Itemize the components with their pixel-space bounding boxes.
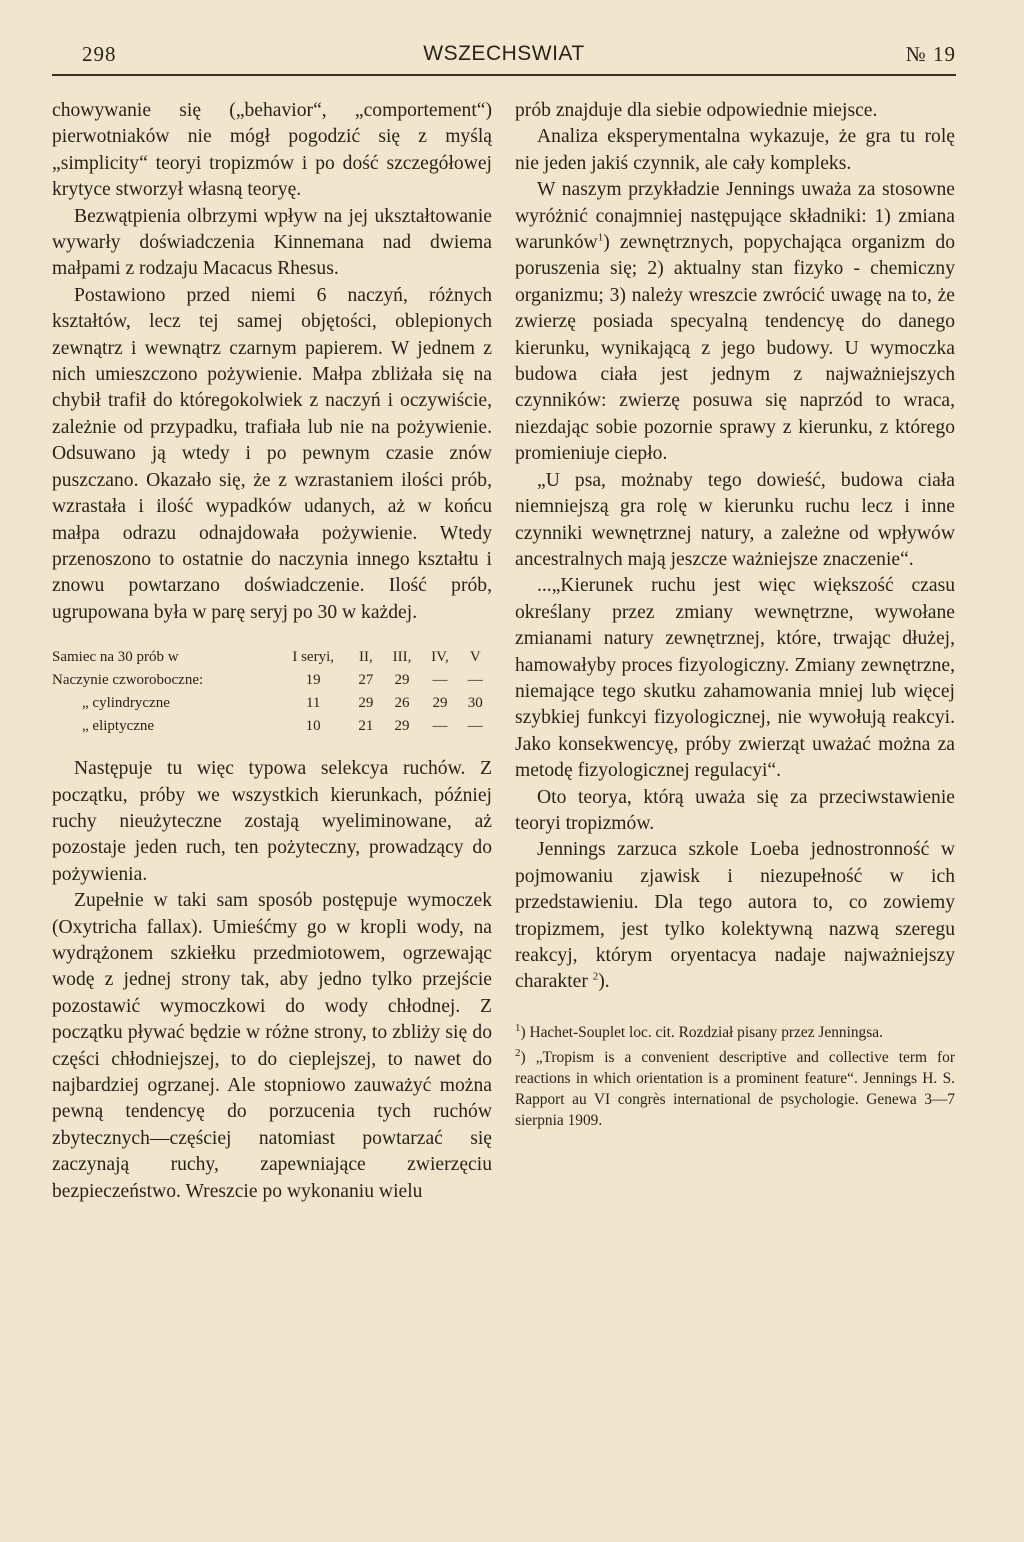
- paragraph: Analiza eksperymentalna wykazuje, że gra tu rolę nie jeden jakiś czynnik, ale cały kompleks.: [515, 126, 955, 174]
- paragraph: chowywanie się („behavior“, „comportement“) pierwotniaków nie mógł pogodzić się z myślą „simplicity“ teoryi tropizmów i po dość szczegółowej krytyce stworzył własną teoryę.: [52, 100, 492, 201]
- paragraph-text: ) zewnętrznych, popychająca organizm do poruszenia się; 2) aktualny stan fizyko - chemiczny organizmu; 3) należy wreszcie zwrócić uwagę na to, że zwierzę posiada specyalną tendencyę do danego kierunku, wynikającą z jego budowy. U wymoczka budowa ciała jest jednym z najważniejszych czynników: zwierzę posuwa się naprzód to wraca, niezdając sobie pozornie sprawy z kierunku, z którego promieniuje ciepło.: [515, 232, 955, 465]
- table-cell: 30: [467, 695, 483, 712]
- issue-number: № 19: [905, 42, 956, 66]
- footnote-number: 2: [515, 1046, 521, 1059]
- table-row: [52, 692, 492, 715]
- page-number: 298: [82, 42, 117, 66]
- table-cell: —: [467, 672, 483, 689]
- table-header-cell: III,: [392, 649, 412, 666]
- paragraph: [515, 837, 955, 995]
- paragraph: „U psa, możnaby tego dowieść, budowa ciała niemniejszą gra rolę w kierunku ruchu lecz i inne czynniki wewnętrznej natury, a zależne od wpływów ancestralnych mają jeszcze ważniejsze znaczenie“.: [515, 469, 955, 570]
- paragraph-text: ).: [598, 971, 610, 993]
- paragraph-text: W naszym przykładzie Jennings uważa za stosowne wyróżnić conajmniej następujące składniki: 1) zmiana warunków: [515, 179, 955, 254]
- table-cell: —: [432, 718, 448, 735]
- paragraph: ...„Kierunek ruchu jest więc większość czasu określany przez zmiany wewnętrzne, wywołane zmianami natury zewnętrznej, które, trwając dłużej, hamowałyby proces fizyologiczny. Zmiany zewnętrzne, niemające tego skutku zahamowania mniej lub więcej szybkiej funkcyi fizyologicznej, nie wywołują reakcyi. Jako konsekwencyę, próby zwierząt uważać można za metodę fizyologicznej regulacyi“.: [515, 575, 955, 782]
- right-column: [515, 98, 955, 1135]
- table-cell: 27: [358, 672, 374, 689]
- footnote: [515, 1047, 955, 1131]
- table-cell: 29: [358, 695, 374, 712]
- paragraph: Bezwątpienia olbrzymi wpływ na jej ukształtowanie wywarły doświadczenia Kinnemana nad dwiema małpami z rodzaju Macacus Rhesus.: [52, 205, 492, 280]
- table-cell: „ eliptyczne: [82, 718, 155, 735]
- table-header-cell: IV,: [431, 649, 449, 666]
- table-cell: 11: [305, 695, 321, 712]
- table-header-cell: Samiec na 30 prób w: [52, 649, 179, 666]
- table-cell: 29: [394, 718, 410, 735]
- table-cell: 10: [305, 718, 321, 735]
- table-header-row: [52, 646, 492, 669]
- footnotes: [515, 1022, 955, 1131]
- paragraph: Postawiono przed niemi 6 naczyń, różnych kształtów, lecz tej samej objętości, oblepionych zewnątrz i wewnątrz czarnym papierem. W jednem z nich umieszczono pożywienie. Małpa zbliżała się na chybił trafił do któregokolwiek z naczyń i oczywiście, zależnie od przypadku, trafiała lub nie na pożywienie. Odsuwano ją wtedy i po pewnym czasie znów puszczano. Okazało się, że z wzrastaniem ilości prób, wzrastała i ilość wypadków udanych, aż w końcu małpa odrazu odnajdowała pożywienie. Wtedy przenoszono to ostatnie do naczynia innego kształtu i znowu powtarzano doświadczenie. Ilość prób, ugrupowana była w parę seryj po 30 w każdej.: [52, 284, 492, 623]
- paragraph: Zupełnie w taki sam sposób postępuje wymoczek (Oxytricha fallax). Umieśćmy go w kropli wody, na wydrążonem szkiełku przedmiotowem, ogrzewając wodę z jednej strony tak, aby jedno tylko przejście pozostawić wymoczkowi do wody chłodnej. Z początku pływać będzie w różne strony, to zbliży się do części chłodniejszej, to do cieplejszej, to nawet do najbardziej ogrzanej. Ale stopniowo zauważyć można pewną tendencyę do porzucenia tych ruchów zbytecznych—częściej natomiast powtarzać się zaczynają ruchy, zapewniające zwierzęciu bezpieczeństwo. Wreszcie po wykonaniu wielu: [52, 890, 492, 1202]
- table-cell: 26: [394, 695, 410, 712]
- table-row: [52, 669, 492, 692]
- table-cell: —: [432, 672, 448, 689]
- table-cell: Naczynie czworoboczne:: [52, 672, 204, 689]
- paragraph-text: Jennings zarzuca szkole Loeba jednostronność w pojmowaniu zjawisk i niezupełność w ich przedstawieniu. Dla tego autora to, co zowiemy tropizmem, jest tylko kolektywną nazwą szeregu reakcyj, którym oryentacya nadaje najważniejszy charakter: [515, 839, 955, 993]
- table-cell: 29: [394, 672, 410, 689]
- footnote-text: ) Hachet-Souplet loc. cit. Rozdział pisany przez Jenningsa.: [520, 1023, 883, 1041]
- results-table: [52, 646, 492, 738]
- paragraph: prób znajduje dla siebie odpowiednie miejsce.: [515, 100, 878, 121]
- footnote: [515, 1022, 955, 1043]
- table-row: [52, 715, 492, 738]
- paragraph: Następuje tu więc typowa selekcya ruchów. Z początku, próby we wszystkich kierunkach, później ruchy nieużyteczne zostają wyeliminowane, aż pozostaje jeden ruch, ten pożyteczny, prowadzący do pożywienia.: [52, 758, 492, 885]
- footnote-marker: 1: [597, 231, 604, 244]
- table-cell: „ cylindryczne: [82, 695, 170, 712]
- left-column: [52, 98, 492, 1205]
- page-header: [52, 34, 956, 76]
- paragraph: [515, 177, 955, 467]
- table-header-cell: I seryi,: [292, 649, 334, 666]
- footnote-marker: 2: [592, 970, 599, 983]
- table-cell: —: [467, 718, 483, 735]
- paragraph: Oto teorya, którą uważa się za przeciwstawienie teoryi tropizmów.: [515, 786, 955, 834]
- table-cell: 21: [358, 718, 374, 735]
- footnote-number: 1: [515, 1021, 521, 1034]
- table-cell: 19: [305, 672, 321, 689]
- table-header-cell: II,: [359, 649, 373, 666]
- journal-title: WSZECHSWIAT: [423, 42, 585, 65]
- table-cell: 29: [432, 695, 448, 712]
- table-header-cell: V: [469, 649, 481, 666]
- footnote-text: ) „Tropism is a convenient descriptive and collective term for reactions in which orientation is a prominent feature“. Jennings H. S. Rapport au VI congrès international de psychologie. Genewa 3—7 sierpnia 1909.: [515, 1048, 955, 1129]
